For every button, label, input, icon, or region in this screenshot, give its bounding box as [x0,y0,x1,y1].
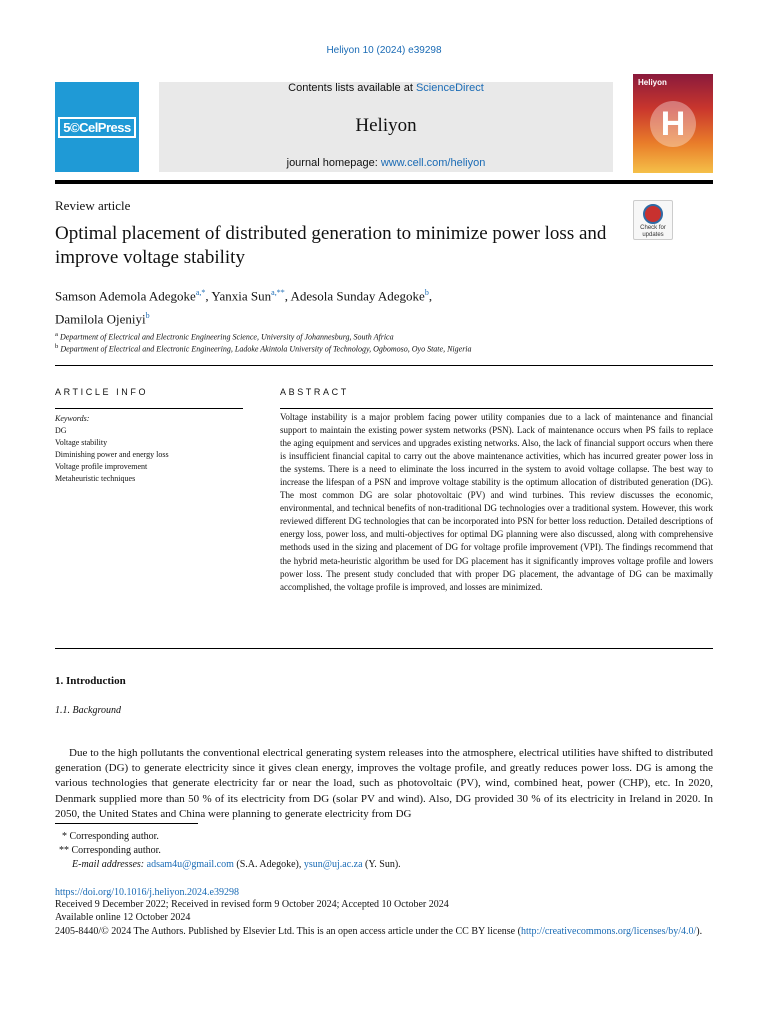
journal-homepage [159,157,613,169]
email-owner: (Y. Sun). [362,859,401,870]
contents-prefix: Contents lists available at [288,82,413,94]
section-rule [55,648,713,649]
cellpress-logo [55,82,139,172]
doi-link[interactable]: https://doi.org/10.1016/j.heliyon.2024.e39298 [55,887,239,898]
author-affil-marker[interactable]: b [145,311,150,321]
introduction-body [55,746,713,822]
logo-text: 5©CelPress [58,117,135,138]
affiliation [55,331,394,342]
article-info-heading: ARTICLE INFO [55,387,149,397]
keyword: DG [55,426,67,435]
license-end: ). [696,925,703,937]
keywords-label: Keywords: [55,414,90,423]
affiliation-text: Department of Electrical and Electronic Engineering Science, University of Johannesburg, South Africa [59,332,394,342]
author-name[interactable]: Adesola Sunday Adegoke [290,288,425,304]
journal-name: Heliyon [355,115,417,136]
email-link[interactable]: ysun@uj.ac.za [303,859,363,870]
check-updates-line2: updates [642,232,664,238]
available-online: Available online 12 October 2024 [55,911,191,923]
paragraph: Due to the high pollutants the conventional electrical generating system releases into the atmosphere, electrical utilities have shifted to distributed generation (DG) to generate electricity since it gives clean energy, improves the voltage profile, and greatly reduces power loss. DG is among the various technologies that generate electricity far or near the load, such as photovoltaic (PV), wind, combined heat, power (CHP), etc. In 2020, Denmark supplied more than 50 % of its electricity from DG (solar PV and wind). Also, DG provided 30 % of its electricity in Ireland in 2020. In 2050, the United States and China were planning to generate electricity from DG [55,747,713,820]
email-label: E-mail addresses: [72,859,145,870]
email-owner: (S.A. Adegoke), [233,859,304,870]
contents-line [159,82,613,94]
affiliation-marker: a [55,331,58,338]
footnote-corresponding: ** Corresponding author. [59,845,161,856]
abstract-rule [280,408,713,409]
footnote-emails [72,859,401,870]
author-affil-marker[interactable]: a,** [271,288,285,297]
journal-cover-image[interactable] [633,74,713,173]
author-affil-marker[interactable]: b [424,288,429,297]
author-list [55,283,675,330]
section-rule [55,365,713,366]
keyword: Voltage stability [55,438,108,447]
footnote-corresponding: * Corresponding author. [62,831,159,842]
author-separator: , [428,288,433,304]
sciencedirect-link[interactable]: ScienceDirect [415,82,484,94]
footnote-rule [55,823,198,824]
author-name[interactable]: Samson Ademola Adegoke [55,288,196,304]
cover-letter: H [650,101,696,147]
license-text: 2405-8440/© 2024 The Authors. Published by Elsevier Ltd. This is an open access article under the CC BY license ( [55,925,521,937]
journal-citation[interactable]: Heliyon 10 (2024) e39298 [326,45,442,56]
license-link[interactable]: http://creativecommons.org/licenses/by/4.0/ [520,925,697,937]
received-dates: Received 9 December 2022; Received in revised form 9 October 2024; Accepted 10 October 2024 [55,899,449,911]
affiliation-text: Department of Electrical and Electronic Engineering, Ladoke Akintola University of Technology, Ogbomoso, Oyo State, Nigeria [60,344,472,354]
article-info-rule [55,408,243,409]
section-heading: 1. Introduction [55,675,126,687]
check-updates-line1: Check for [640,225,666,231]
homepage-prefix: journal homepage: [286,157,378,169]
keyword: Diminishing power and energy loss [55,450,169,459]
license-statement [55,926,713,938]
publication-info [55,887,713,938]
cover-title: Heliyon [638,78,667,87]
keyword: Voltage profile improvement [55,462,148,471]
email-link[interactable]: adsam4u@gmail.com [146,859,234,870]
check-for-updates-button[interactable] [633,200,673,240]
author-separator: , [284,288,291,304]
bookmark-icon [643,204,663,224]
keywords-list [55,413,255,485]
subsection-heading: 1.1. Background [55,705,122,716]
abstract-heading: ABSTRACT [280,387,349,397]
article-title: Optimal placement of distributed generation to minimize power loss and improve voltage stability [55,223,607,268]
author-name[interactable]: Damilola Ojeniyi [55,311,146,327]
affiliation [55,343,472,354]
author-separator: , [205,288,212,304]
article-type: Review article [55,198,131,213]
affiliation-marker: b [55,343,59,350]
header-rule [55,180,713,184]
abstract-text: Voltage instability is a major problem facing power utility companies due to a lack of maintenance and financial support to maintain the existing power system networks (PSN). Lack of maintenance occurs when PS fails to replace the aging equipment and services and upgrades existing networks. Also, the lack of financial support occurs when there is insufficient financial capital to carry out the above maintenance activities, which has incurred greater power loss in the systems. There is a need to eliminate the loss incurred in the system to avoid voltage collapse. The best way to increase the lifespan of a PSN and improve voltage stability is the optimum allocation of distributed generation (DG). The most common DG are solar photovoltaic (PV) and wind turbines. This review discusses the economic, environmental, and technical benefits of non-traditional DG technologies over a traditional system. However, this work reviewed different DG technologies that can be incorporated into PSN for better loss reduction. Detailed descriptions of energy loss, power loss, and multi-objectives for optimal DG planning were also discussed, along with comprehensive methods used in the sizing and placement of DG for voltage profile improvement (VPI). The findings recommend that the hybrid meta-heuristic algorithm be used for DG placement has it significantly improves voltage profile and lowers power loss. The present study concluded that with proper DG placement, the advantage of DG can be maximally accomplished, the voltage profile is improved, and losses are minimized. [280,412,713,592]
author-name[interactable]: Yanxia Sun [211,288,272,304]
homepage-link[interactable]: www.cell.com/heliyon [380,157,486,169]
author-affil-marker[interactable]: a,* [195,288,206,297]
keyword: Metaheuristic techniques [55,474,136,483]
